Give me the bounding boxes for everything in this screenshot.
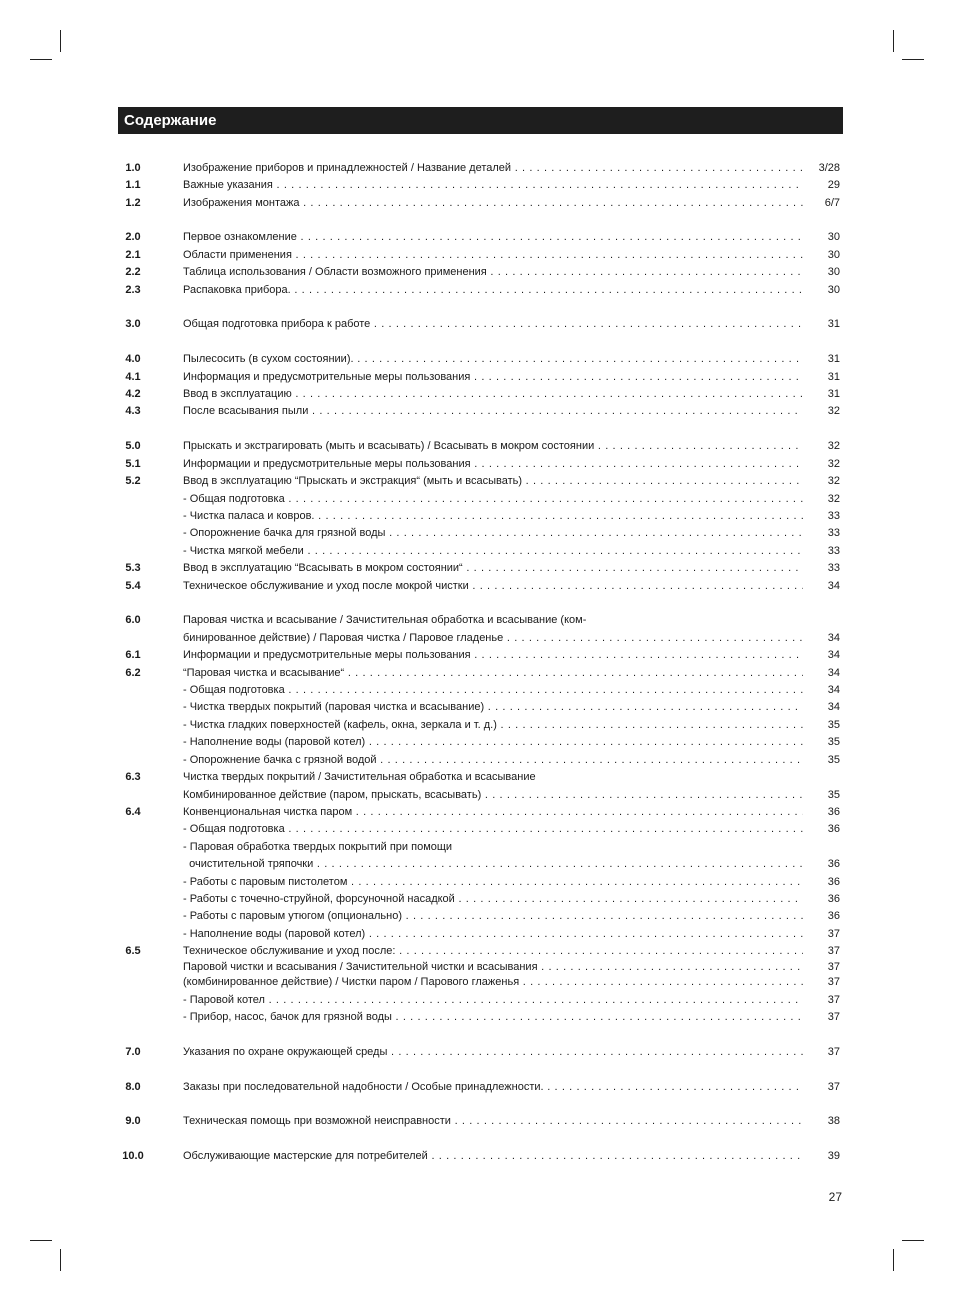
toc-row bbox=[0, 943, 954, 959]
toc-page-ref: 34 bbox=[827, 649, 840, 661]
toc-page-ref: 35 bbox=[827, 719, 840, 731]
toc-row bbox=[0, 508, 954, 524]
toc-row bbox=[0, 456, 954, 472]
toc-row bbox=[0, 665, 954, 681]
toc-section-number: 6.1 bbox=[125, 649, 141, 661]
toc-section-number: 10.0 bbox=[122, 1150, 144, 1162]
toc-row bbox=[0, 177, 954, 193]
toc-entry-text: Прыскать и экстрагировать (мыть и всасывать) / Всасывать в мокром состоянии . . . bbox=[183, 438, 803, 454]
toc-row bbox=[0, 630, 954, 646]
toc-page-ref: 37 bbox=[827, 994, 840, 1006]
toc-row bbox=[0, 612, 954, 628]
toc-page-ref: 36 bbox=[827, 910, 840, 922]
toc-entry-text: Конвенциональная чистка паром . . . bbox=[183, 804, 803, 820]
toc-section-number: 6.3 bbox=[125, 771, 141, 783]
toc-section-number: 8.0 bbox=[125, 1081, 141, 1093]
toc-entry-text: Ввод в эксплуатацию . . . bbox=[183, 386, 803, 402]
toc-row bbox=[0, 316, 954, 332]
toc-row bbox=[0, 160, 954, 176]
toc-page-ref: 30 bbox=[827, 249, 840, 261]
toc-row bbox=[0, 1009, 954, 1025]
toc-entry-text: - Паровой котел . . . bbox=[183, 992, 803, 1008]
toc-section-number: 1.2 bbox=[125, 197, 141, 209]
toc-row bbox=[0, 1079, 954, 1095]
toc-entry-text: очистительной тряпочки . . . bbox=[183, 856, 803, 872]
toc-row bbox=[0, 351, 954, 367]
toc-row bbox=[0, 974, 954, 990]
toc-entry-text: Техническая помощь при возможной неисправности . . . bbox=[183, 1113, 803, 1129]
toc-page-ref: 32 bbox=[827, 405, 840, 417]
toc-page-ref: 37 bbox=[827, 1011, 840, 1023]
toc-entry-text: - Чистка гладких поверхностей (кафель, окна, зеркала и т. д.) . . . bbox=[183, 717, 803, 733]
toc-section-number: 4.1 bbox=[125, 371, 141, 383]
toc-page-ref: 37 bbox=[827, 1081, 840, 1093]
toc-entry-text: Обслуживающие мастерские для потребителей . . . bbox=[183, 1148, 803, 1164]
toc-page-ref: 32 bbox=[827, 458, 840, 470]
toc-row bbox=[0, 473, 954, 489]
toc-entry-text: Паровой чистки и всасывания / Зачистительной чистки и всасывания . . . bbox=[183, 959, 803, 975]
toc-entry-text: Изображения монтажа . . . bbox=[183, 195, 803, 211]
toc-entry-text: - Чистка твердых покрытий (паровая чистка и всасывание) . . . bbox=[183, 699, 803, 715]
toc-entry-text: Указания по охране окружающей среды . . . bbox=[183, 1044, 803, 1060]
toc-section-number: 6.5 bbox=[125, 945, 141, 957]
toc-page-ref: 36 bbox=[827, 858, 840, 870]
toc-page-ref: 39 bbox=[827, 1150, 840, 1162]
toc-row bbox=[0, 195, 954, 211]
toc-page-ref: 31 bbox=[827, 318, 840, 330]
toc-entry-text: - Опорожнение бачка для грязной воды . . . bbox=[183, 525, 803, 541]
toc-row bbox=[0, 578, 954, 594]
toc-section-number: 5.1 bbox=[125, 458, 141, 470]
toc-page-ref: 34 bbox=[827, 701, 840, 713]
toc-section-number: 2.2 bbox=[125, 266, 141, 278]
toc-page-ref: 33 bbox=[827, 562, 840, 574]
toc-entry-text: Пылесосить (в сухом состоянии). . . . bbox=[183, 351, 803, 367]
toc-row bbox=[0, 229, 954, 245]
toc-entry-text: - Чистка мягкой мебели . . . bbox=[183, 543, 803, 559]
toc-entry-text: Области применения . . . bbox=[183, 247, 803, 263]
toc-entry-text: Информации и предусмотрительные меры пользования . . . bbox=[183, 456, 803, 472]
toc-entry-text: После всасывания пыли . . . bbox=[183, 403, 803, 419]
toc-section-number: 5.3 bbox=[125, 562, 141, 574]
toc-row bbox=[0, 560, 954, 576]
toc-section-number: 6.0 bbox=[125, 614, 141, 626]
toc-page-ref: 32 bbox=[827, 475, 840, 487]
toc-page-ref: 30 bbox=[827, 231, 840, 243]
toc-entry-text: Изображение приборов и принадлежностей / Название деталей . . . bbox=[183, 160, 803, 176]
toc-row bbox=[0, 647, 954, 663]
page-number: 27 bbox=[828, 1190, 842, 1204]
toc-row bbox=[0, 438, 954, 454]
toc-page-ref: 3/28 bbox=[818, 162, 840, 174]
toc-entry-text: Ввод в эксплуатацию “Прыскать и экстракция“ (мыть и всасывать) . . . bbox=[183, 473, 803, 489]
toc-page-ref: 36 bbox=[827, 893, 840, 905]
toc-page-ref: 37 bbox=[827, 1046, 840, 1058]
toc-entry-text: - Наполнение воды (паровой котел) . . . bbox=[183, 926, 803, 942]
toc-page-ref: 31 bbox=[827, 388, 840, 400]
page-title: Содержание bbox=[118, 107, 843, 134]
toc-entry-text: - Паровая обработка твердых покрытий при помощи bbox=[183, 841, 453, 853]
toc-entry-text: бинированное действие) / Паровая чистка / Паровое гладенье . . . bbox=[183, 630, 803, 646]
toc-section-number: 6.4 bbox=[125, 806, 141, 818]
toc-page-ref: 29 bbox=[827, 179, 840, 191]
toc-section-number: 6.2 bbox=[125, 667, 141, 679]
toc-page-ref: 32 bbox=[827, 440, 840, 452]
toc-page-ref: 34 bbox=[827, 580, 840, 592]
toc-page-ref: 34 bbox=[827, 684, 840, 696]
toc-row bbox=[0, 282, 954, 298]
toc-page-ref: 36 bbox=[827, 806, 840, 818]
toc-page-ref: 35 bbox=[827, 736, 840, 748]
toc-entry-text: Техническое обслуживание и уход после: . . . bbox=[183, 943, 803, 959]
toc-section-number: 4.2 bbox=[125, 388, 141, 400]
toc-entry-text: - Наполнение воды (паровой котел) . . . bbox=[183, 734, 803, 750]
toc-section-number: 4.3 bbox=[125, 405, 141, 417]
toc-row bbox=[0, 682, 954, 698]
toc-section-number: 2.3 bbox=[125, 284, 141, 296]
toc-entry-text: - Работы с паровым пистолетом . . . bbox=[183, 874, 803, 890]
toc-section-number: 4.0 bbox=[125, 353, 141, 365]
toc-row bbox=[0, 386, 954, 402]
toc-row bbox=[0, 403, 954, 419]
toc-row bbox=[0, 525, 954, 541]
toc-page-ref: 37 bbox=[827, 976, 840, 988]
toc-entry-text: - Общая подготовка . . . bbox=[183, 491, 803, 507]
toc-row bbox=[0, 821, 954, 837]
toc-page-ref: 33 bbox=[827, 527, 840, 539]
toc-page-ref: 34 bbox=[827, 667, 840, 679]
toc-section-number: 1.0 bbox=[125, 162, 141, 174]
toc-page-ref: 36 bbox=[827, 876, 840, 888]
toc-row bbox=[0, 839, 954, 855]
toc-entry-text: - Работы с точечно-струйной, форсуночной насадкой . . . bbox=[183, 891, 803, 907]
toc-page-ref: 34 bbox=[827, 632, 840, 644]
toc-entry-text: Таблица использования / Области возможного применения . . . bbox=[183, 264, 803, 280]
toc-entry-text: (комбинированное действие) / Чистки паром / Парового глаженья . . . bbox=[183, 974, 803, 990]
toc-entry-text: Общая подготовка прибора к работе . . . bbox=[183, 316, 803, 332]
toc-entry-text: - Прибор, насос, бачок для грязной воды . . . bbox=[183, 1009, 803, 1025]
toc-row bbox=[0, 1044, 954, 1060]
toc-entry-text: Информация и предусмотрительные меры пользования . . . bbox=[183, 369, 803, 385]
toc-entry-text: Распаковка прибора. . . . bbox=[183, 282, 803, 298]
toc-entry-text: - Работы с паровым утюгом (опционально) . . . bbox=[183, 908, 803, 924]
toc-section-number: 2.0 bbox=[125, 231, 141, 243]
toc-row bbox=[0, 769, 954, 785]
toc-row bbox=[0, 992, 954, 1008]
toc-page-ref: 32 bbox=[827, 493, 840, 505]
toc-row bbox=[0, 926, 954, 942]
toc-section-number: 1.1 bbox=[125, 179, 141, 191]
toc-section-number: 3.0 bbox=[125, 318, 141, 330]
toc-section-number: 9.0 bbox=[125, 1115, 141, 1127]
toc-row bbox=[0, 856, 954, 872]
toc-row bbox=[0, 491, 954, 507]
toc-entry-text: “Паровая чистка и всасывание“ . . . bbox=[183, 665, 803, 681]
toc-row bbox=[0, 959, 954, 975]
toc-page-ref: 30 bbox=[827, 266, 840, 278]
toc-page-ref: 30 bbox=[827, 284, 840, 296]
toc-row bbox=[0, 264, 954, 280]
toc-section-number: 5.2 bbox=[125, 475, 141, 487]
toc-entry-text: Чистка твердых покрытий / Зачистительная обработка и всасывание bbox=[183, 771, 536, 783]
toc-page-ref: 38 bbox=[827, 1115, 840, 1127]
toc-entry-text: - Общая подготовка . . . bbox=[183, 821, 803, 837]
toc-row bbox=[0, 874, 954, 890]
toc-page-ref: 37 bbox=[827, 961, 840, 973]
toc-page-ref: 35 bbox=[827, 789, 840, 801]
toc-page-ref: 31 bbox=[827, 353, 840, 365]
toc-section-number: 2.1 bbox=[125, 249, 141, 261]
toc-section-number: 5.4 bbox=[125, 580, 141, 592]
toc-page-ref: 33 bbox=[827, 510, 840, 522]
toc-page-ref: 31 bbox=[827, 371, 840, 383]
toc-entry-text: Ввод в эксплуатацию “Всасывать в мокром состоянии“ . . . bbox=[183, 560, 803, 576]
toc-row bbox=[0, 543, 954, 559]
toc-entry-text: - Общая подготовка . . . bbox=[183, 682, 803, 698]
toc-row bbox=[0, 804, 954, 820]
toc-row bbox=[0, 247, 954, 263]
toc-page-ref: 35 bbox=[827, 754, 840, 766]
toc-row bbox=[0, 699, 954, 715]
toc-entry-text: Техническое обслуживание и уход после мокрой чистки . . . bbox=[183, 578, 803, 594]
toc-section-number: 7.0 bbox=[125, 1046, 141, 1058]
toc-row bbox=[0, 369, 954, 385]
toc-entry-text: - Чистка паласа и ковров. . . . bbox=[183, 508, 803, 524]
toc-entry-text: Комбинированное действие (паром, прыскать, всасывать) . . . bbox=[183, 787, 803, 803]
toc-row bbox=[0, 752, 954, 768]
toc-page-ref: 37 bbox=[827, 945, 840, 957]
toc-entry-text: Первое ознакомление . . . bbox=[183, 229, 803, 245]
toc-section-number: 5.0 bbox=[125, 440, 141, 452]
toc-page-ref: 37 bbox=[827, 928, 840, 940]
toc-entry-text: Заказы при последовательной надобности / Особые принадлежности. . . . bbox=[183, 1079, 803, 1095]
toc-row bbox=[0, 1113, 954, 1129]
toc-page-ref: 33 bbox=[827, 545, 840, 557]
toc-entry-text: Информации и предусмотрительные меры пользования . . . bbox=[183, 647, 803, 663]
toc-row bbox=[0, 1148, 954, 1164]
toc-page-ref: 36 bbox=[827, 823, 840, 835]
toc-page-ref: 6/7 bbox=[824, 197, 840, 209]
toc-row bbox=[0, 787, 954, 803]
toc-row bbox=[0, 908, 954, 924]
toc-row bbox=[0, 891, 954, 907]
toc-entry-text: Паровая чистка и всасывание / Зачистительная обработка и всасывание (ком- bbox=[183, 614, 587, 626]
toc-row bbox=[0, 717, 954, 733]
toc-entry-text: Важные указания . . . bbox=[183, 177, 803, 193]
toc-entry-text: - Опорожнение бачка с грязной водой . . . bbox=[183, 752, 803, 768]
toc-row bbox=[0, 734, 954, 750]
